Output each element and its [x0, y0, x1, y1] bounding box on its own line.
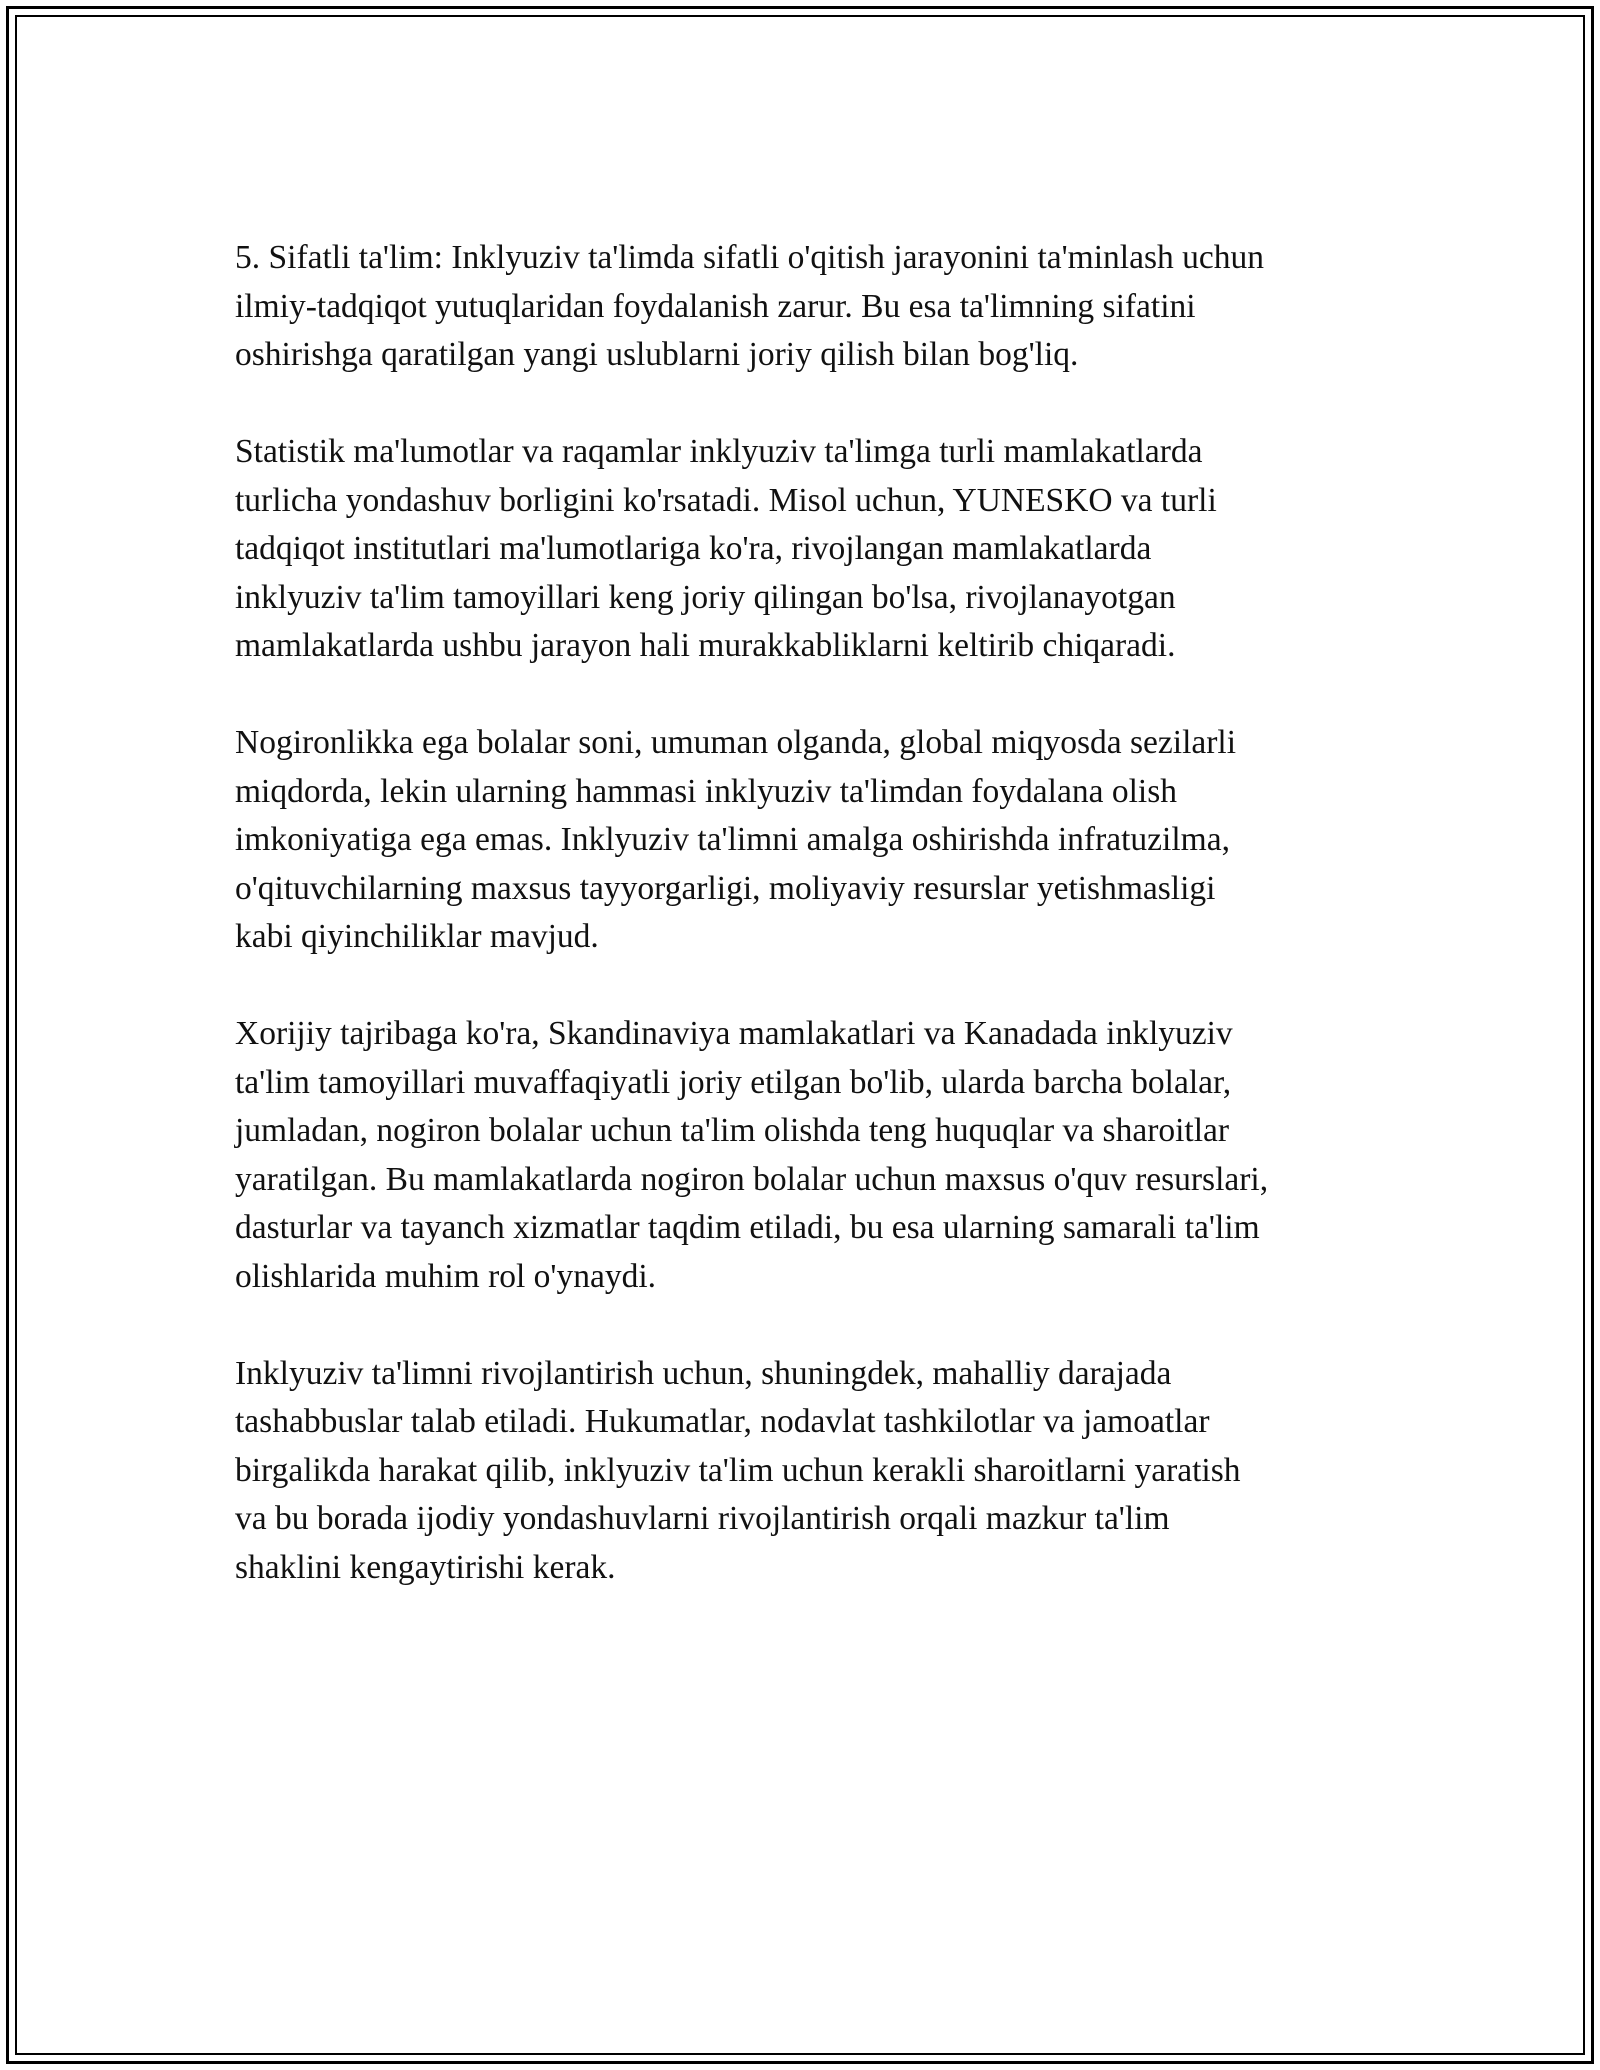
paragraph-challenges	[235, 719, 1375, 962]
text-line: Inklyuziv ta'limni rivojlantirish uchun, shuningdek, mahalliy darajada	[235, 1354, 1172, 1392]
paragraph-local-initiatives	[235, 1350, 1375, 1593]
text-line: kabi qiyinchiliklar mavjud.	[235, 918, 599, 955]
text-line: miqdorda, lekin ularning hammasi inklyuziv ta'limdan foydalana olish	[235, 772, 1177, 810]
text-line: shaklini kengaytirishi kerak.	[235, 1548, 616, 1586]
text-line: mamlakatlarda ushbu jarayon hali murakkabliklarni keltirib chiqaradi.	[235, 627, 1176, 664]
paragraph-quality-education	[235, 234, 1375, 380]
text-line: dasturlar va tayanch xizmatlar taqdim etiladi, bu esa ularning samarali ta'lim	[235, 1209, 1260, 1246]
text-line: tashabbuslar talab etiladi. Hukumatlar, nodavlat tashkilotlar va jamoatlar	[235, 1403, 1210, 1440]
text-line: inklyuziv ta'lim tamoyillari keng joriy qilingan bo'lsa, rivojlanayotgan	[235, 578, 1176, 616]
text-line: turlicha yondashuv borligini ko'rsatadi. Misol uchun, YUNESKO va turli	[235, 481, 1217, 519]
text-line: jumladan, nogiron bolalar uchun ta'lim olishda teng huquqlar va sharoitlar	[235, 1112, 1230, 1149]
text-line: yaratilgan. Bu mamlakatlarda nogiron bolalar uchun maxsus o'quv resurslari,	[235, 1160, 1269, 1198]
text-line: imkoniyatiga ega emas. Inklyuziv ta'limni amalga oshirishda infratuzilma,	[235, 821, 1230, 858]
text-line: birgalikda harakat qilib, inklyuziv ta'lim uchun kerakli sharoitlarni yaratish	[235, 1451, 1241, 1489]
document-body	[235, 234, 1375, 1641]
text-line: va bu borada ijodiy yondashuvlarni rivojlantirish orqali mazkur ta'lim	[235, 1500, 1170, 1537]
text-line: tadqiqot institutlari ma'lumotlariga ko'ra, rivojlangan mamlakatlarda	[235, 530, 1152, 567]
paragraph-statistics	[235, 428, 1375, 671]
text-line: Xorijiy tajribaga ko'ra, Skandinaviya mamlakatlari va Kanadada inklyuziv	[235, 1015, 1233, 1052]
text-line: ilmiy-tadqiqot yutuqlaridan foydalanish zarur. Bu esa ta'limning sifatini	[235, 287, 1196, 325]
paragraph-foreign-experience	[235, 1010, 1375, 1301]
text-line: ta'lim tamoyillari muvaffaqiyatli joriy etilgan bo'lib, ularda barcha bolalar,	[235, 1063, 1232, 1101]
text-line: olishlarida muhim rol o'ynaydi.	[235, 1257, 657, 1295]
text-line: Statistik ma'lumotlar va raqamlar inklyuziv ta'limga turli mamlakatlarda	[235, 433, 1203, 470]
text-line: Nogironlikka ega bolalar soni, umuman olganda, global miqyosda sezilarli	[235, 724, 1237, 761]
text-line: 5. Sifatli ta'lim: Inklyuziv ta'limda sifatli o'qitish jarayonini ta'minlash uchun	[235, 239, 1264, 276]
text-line: o'qituvchilarning maxsus tayyorgarligi, moliyaviy resurslar yetishmasligi	[235, 869, 1216, 907]
text-line: oshirishga qaratilgan yangi uslublarni joriy qilish bilan bog'liq.	[235, 336, 1079, 373]
